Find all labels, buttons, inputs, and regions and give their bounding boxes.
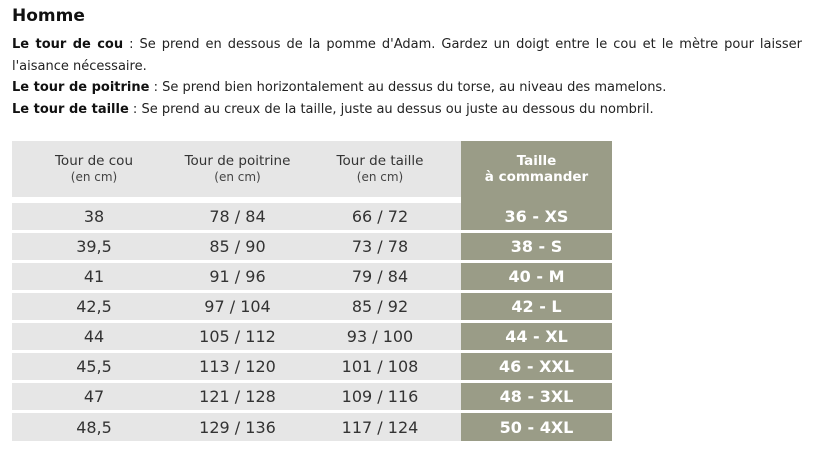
cell-waist: 101 / 108 bbox=[299, 352, 461, 382]
cell-neck: 41 bbox=[12, 262, 176, 292]
cell-order-size: 46 - XXL bbox=[461, 352, 612, 382]
cell-waist: 79 / 84 bbox=[299, 262, 461, 292]
cell-neck: 39,5 bbox=[12, 232, 176, 262]
instruction-label: Le tour de poitrine bbox=[12, 80, 150, 95]
table-row bbox=[12, 292, 612, 322]
instruction-text: : Se prend au creux de la taille, juste au dessus ou juste au dessous du nombril. bbox=[128, 101, 654, 117]
cell-waist: 109 / 116 bbox=[299, 382, 461, 412]
cell-chest: 85 / 90 bbox=[176, 232, 299, 262]
cell-order-size: 50 - 4XL bbox=[461, 412, 612, 442]
cell-neck: 42,5 bbox=[12, 292, 176, 322]
cell-order-size: 36 - XS bbox=[461, 203, 612, 232]
header-waist: Tour de taille (en cm) bbox=[299, 141, 461, 197]
instruction-label: Le tour de cou bbox=[12, 37, 124, 52]
table-row bbox=[12, 322, 612, 352]
cell-waist: 93 / 100 bbox=[299, 322, 461, 352]
cell-waist: 85 / 92 bbox=[299, 292, 461, 322]
cell-chest: 129 / 136 bbox=[176, 412, 299, 442]
cell-neck: 45,5 bbox=[12, 352, 176, 382]
table-row bbox=[12, 352, 612, 382]
table-row bbox=[12, 412, 612, 442]
cell-chest: 121 / 128 bbox=[176, 382, 299, 412]
cell-waist: 66 / 72 bbox=[299, 203, 461, 232]
cell-chest: 78 / 84 bbox=[176, 203, 299, 232]
cell-order-size: 38 - S bbox=[461, 232, 612, 262]
cell-neck: 48,5 bbox=[12, 412, 176, 442]
table-row bbox=[12, 382, 612, 412]
table-header-row bbox=[12, 141, 612, 197]
measurement-instructions bbox=[12, 34, 802, 120]
instruction-label: Le tour de taille bbox=[12, 101, 129, 117]
cell-chest: 105 / 112 bbox=[176, 322, 299, 352]
cell-neck: 44 bbox=[12, 322, 176, 352]
instruction-neck bbox=[12, 34, 802, 77]
instruction-waist bbox=[12, 99, 802, 121]
table-row bbox=[12, 203, 612, 232]
cell-order-size: 48 - 3XL bbox=[461, 382, 612, 412]
cell-waist: 73 / 78 bbox=[299, 232, 461, 262]
header-neck: Tour de cou (en cm) bbox=[12, 141, 176, 197]
cell-chest: 113 / 120 bbox=[176, 352, 299, 382]
table-row bbox=[12, 262, 612, 292]
size-table bbox=[12, 141, 612, 441]
page-title: Homme bbox=[12, 6, 85, 26]
cell-neck: 38 bbox=[12, 203, 176, 232]
cell-order-size: 44 - XL bbox=[461, 322, 612, 352]
header-chest: Tour de poitrine (en cm) bbox=[176, 141, 299, 197]
cell-chest: 97 / 104 bbox=[176, 292, 299, 322]
instruction-chest bbox=[12, 77, 802, 99]
header-order-size: Taille à commander bbox=[461, 141, 612, 197]
cell-order-size: 42 - L bbox=[461, 292, 612, 322]
cell-chest: 91 / 96 bbox=[176, 262, 299, 292]
instruction-text: : Se prend en dessous de la pomme d'Adam. Gardez un doigt entre le cou et le mètre pour laisser l'aisance nécessaire. bbox=[12, 37, 802, 74]
table-row bbox=[12, 232, 612, 262]
instruction-text: : Se prend bien horizontalement au dessus du torse, au niveau des mamelons. bbox=[149, 80, 667, 95]
cell-neck: 47 bbox=[12, 382, 176, 412]
cell-waist: 117 / 124 bbox=[299, 412, 461, 442]
cell-order-size: 40 - M bbox=[461, 262, 612, 292]
